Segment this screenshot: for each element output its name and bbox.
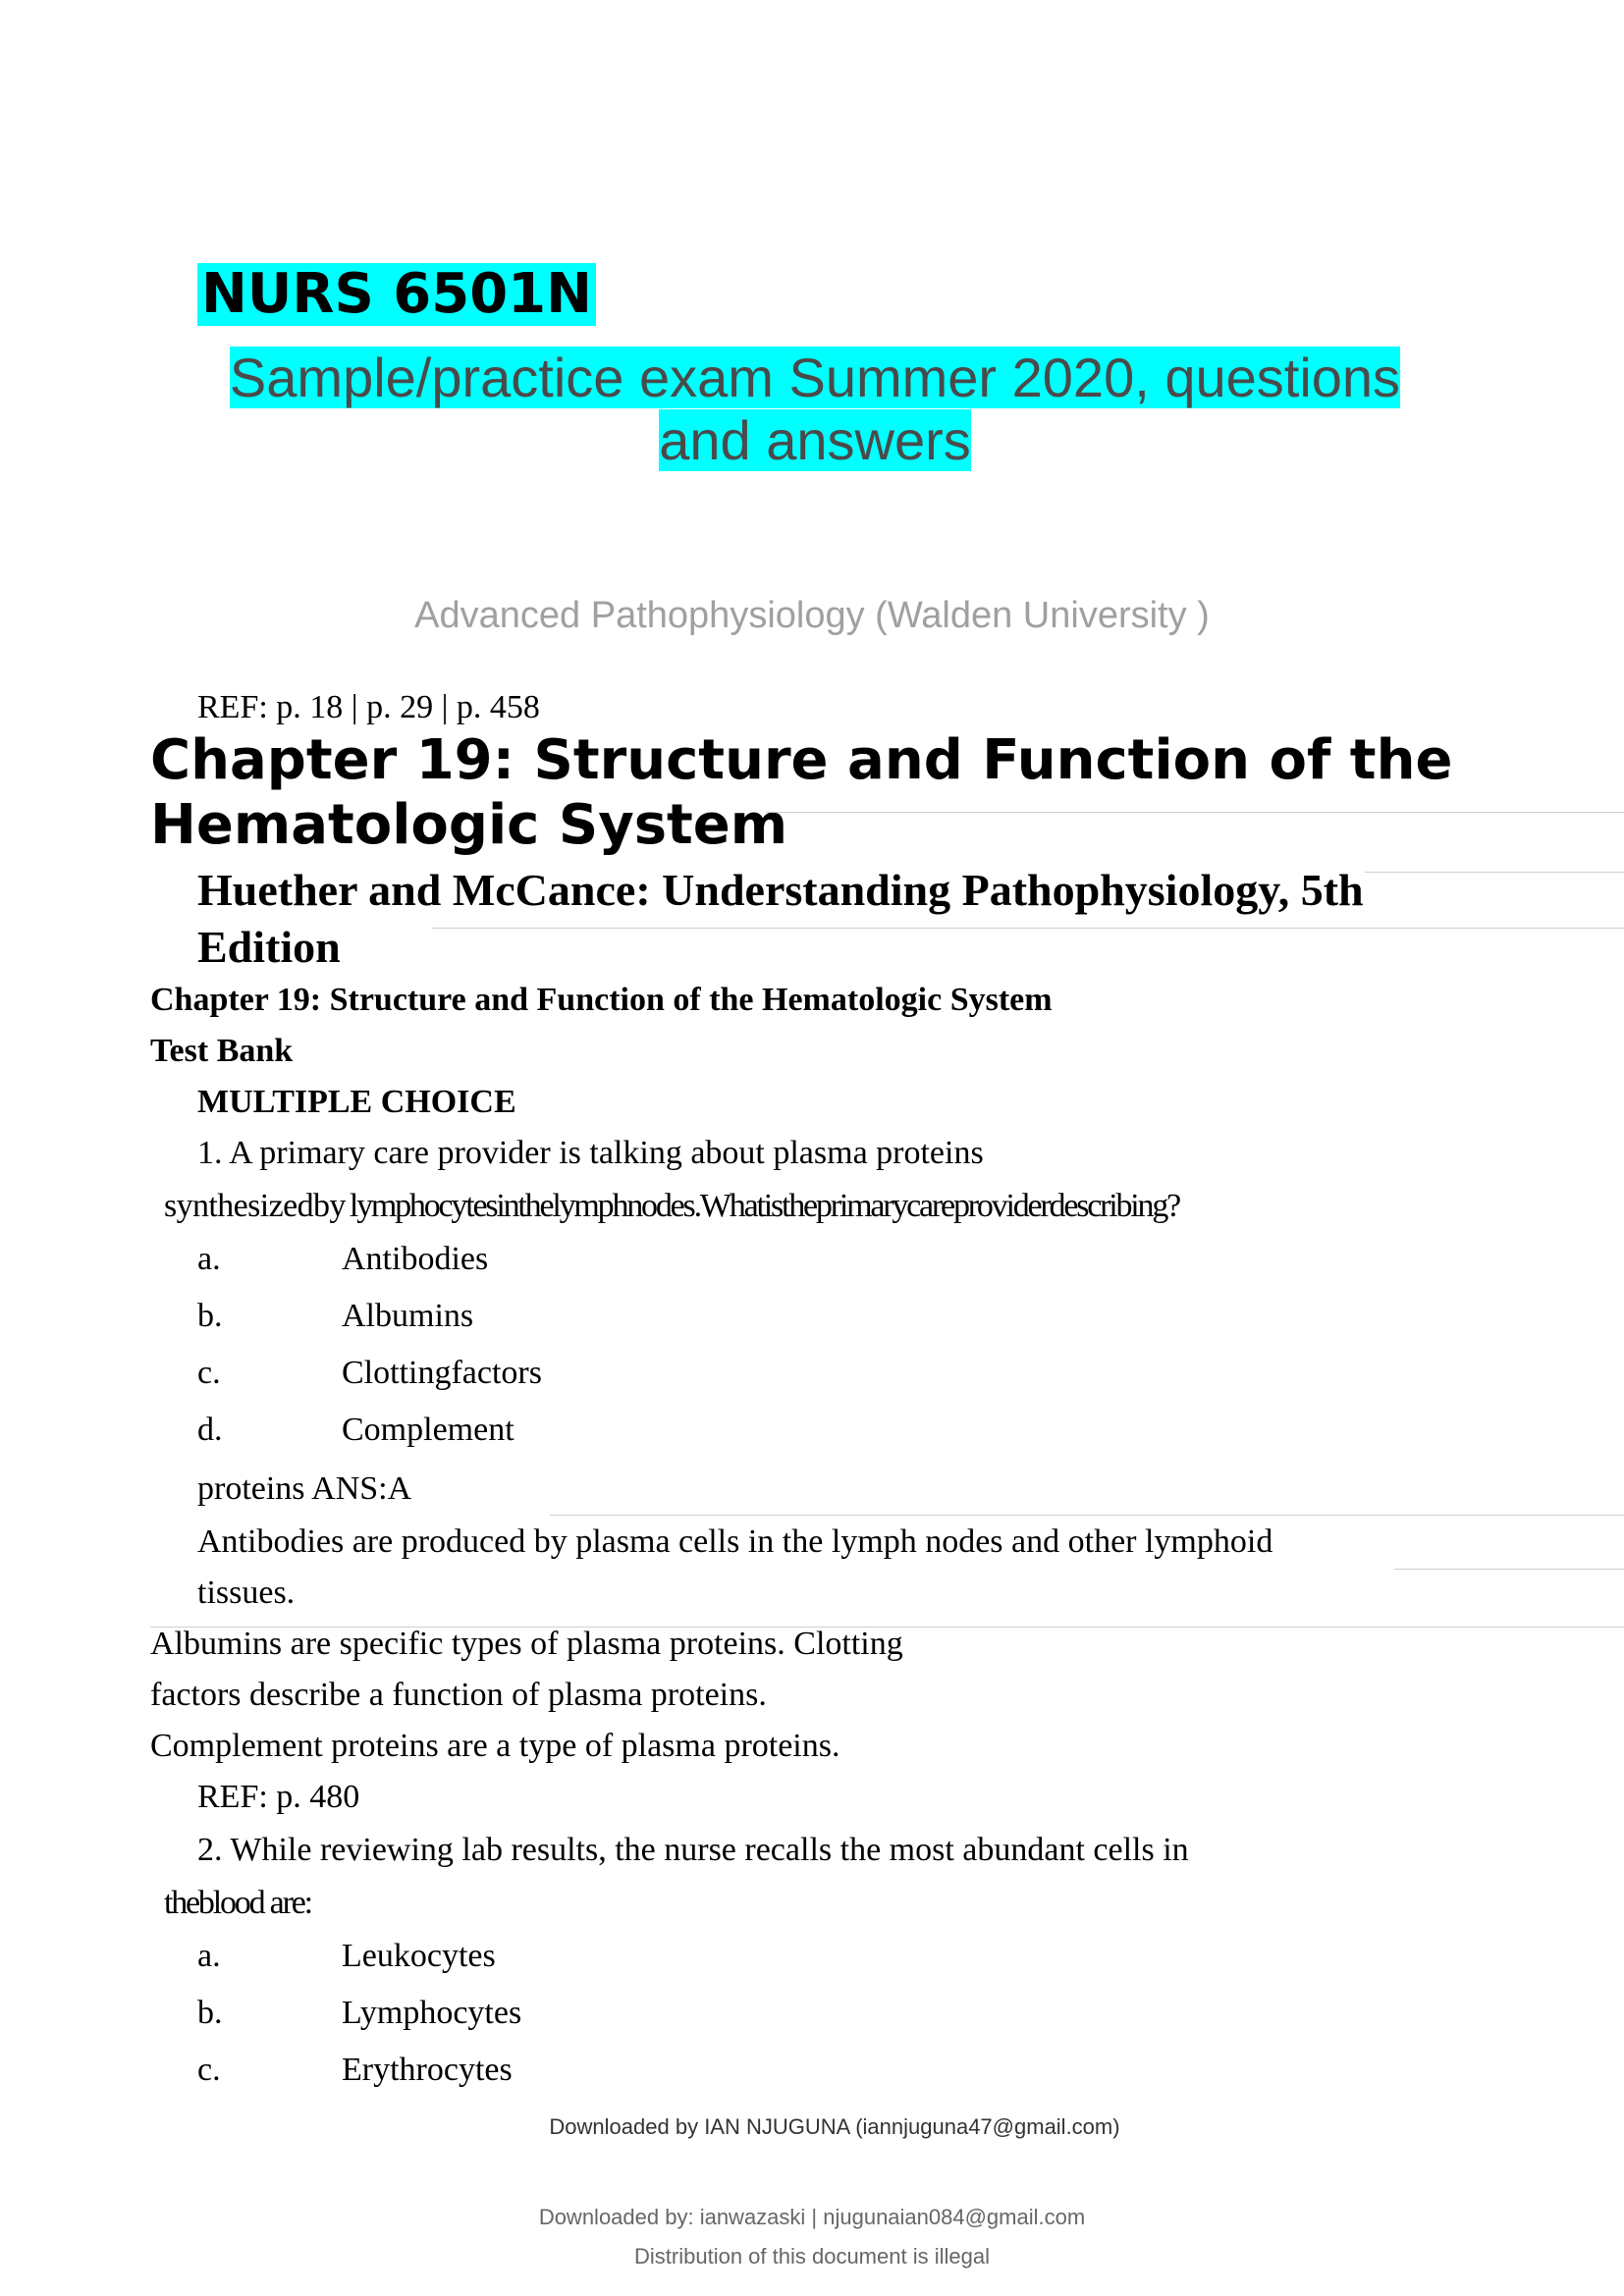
q1-option-text: Complement xyxy=(342,1412,514,1448)
q1-ref: REF: p. 480 xyxy=(197,1779,360,1815)
q2-option-text: Erythrocytes xyxy=(342,2052,513,2088)
book-title: Huether and McCance: Understanding Pathophysiology, 5th Edition xyxy=(197,865,1364,972)
section-heading: MULTIPLE CHOICE xyxy=(197,1084,516,1120)
question-1-line2a: synthesizedby xyxy=(164,1188,346,1224)
exam-subtitle-text: Sample/practice exam Summer 2020, questions and answers xyxy=(229,347,1401,471)
q2-option-letter: b. xyxy=(197,1995,223,2031)
exam-subtitle xyxy=(177,347,1453,472)
download-notice-secondary: Downloaded by: ianwazaski | njugunaian084@gmail.com xyxy=(538,2205,1086,2229)
divider xyxy=(1394,1569,1624,1570)
download-notice: Downloaded by IAN NJUGUNA (iannjuguna47@gmail.com) xyxy=(549,2114,1120,2139)
question-2-line2: theblood are: xyxy=(164,1885,311,1921)
divider xyxy=(1365,872,1624,873)
question-1-line2b: lymphocytesinthelymphnodes.Whatistheprimarycareproviderdescribing? xyxy=(349,1188,1180,1224)
q1-answer: proteins ANS:A xyxy=(197,1470,412,1507)
q1-option-text: Albumins xyxy=(342,1298,474,1334)
chapter-subheading: Chapter 19: Structure and Function of the Hematologic System xyxy=(150,982,1053,1018)
q1-rationale-line: tissues. xyxy=(197,1575,296,1611)
question-2-line1: 2. While reviewing lab results, the nurse recalls the most abundant cells in xyxy=(197,1832,1189,1868)
question-1-line1: 1. A primary care provider is talking about plasma proteins xyxy=(197,1135,984,1171)
q1-option-text: Antibodies xyxy=(342,1241,489,1277)
q2-option-text: Leukocytes xyxy=(342,1938,496,1974)
q1-option-letter: b. xyxy=(197,1298,223,1334)
q2-option-letter: a. xyxy=(197,1938,221,1974)
test-bank-label: Test Bank xyxy=(150,1033,294,1069)
q2-option-letter: c. xyxy=(197,2052,221,2088)
q1-rationale-line: factors describe a function of plasma proteins. xyxy=(150,1677,767,1713)
distribution-notice: Distribution of this document is illegal xyxy=(634,2244,990,2269)
question-1-line2 xyxy=(164,1188,1179,1225)
divider xyxy=(432,928,1624,929)
chapter-heading: Chapter 19: Structure and Function of the Hematologic System xyxy=(150,728,1453,857)
q1-rationale-line: Complement proteins are a type of plasma proteins. xyxy=(150,1728,840,1764)
course-name: Advanced Pathophysiology (Walden University ) xyxy=(414,595,1210,636)
ref-top: REF: p. 18 | p. 29 | p. 458 xyxy=(197,689,540,725)
q1-option-letter: d. xyxy=(197,1412,223,1448)
q1-option-text: Clottingfactors xyxy=(342,1355,542,1391)
divider xyxy=(766,812,1624,813)
divider xyxy=(550,1515,1624,1516)
q2-option-text: Lymphocytes xyxy=(342,1995,522,2031)
q1-option-letter: c. xyxy=(197,1355,221,1391)
q1-rationale-line: Albumins are specific types of plasma proteins. Clotting xyxy=(150,1626,903,1662)
q1-rationale-line: Antibodies are produced by plasma cells in the lymph nodes and other lymphoid xyxy=(197,1523,1273,1560)
q1-option-letter: a. xyxy=(197,1241,221,1277)
course-code: NURS 6501N xyxy=(197,263,596,326)
